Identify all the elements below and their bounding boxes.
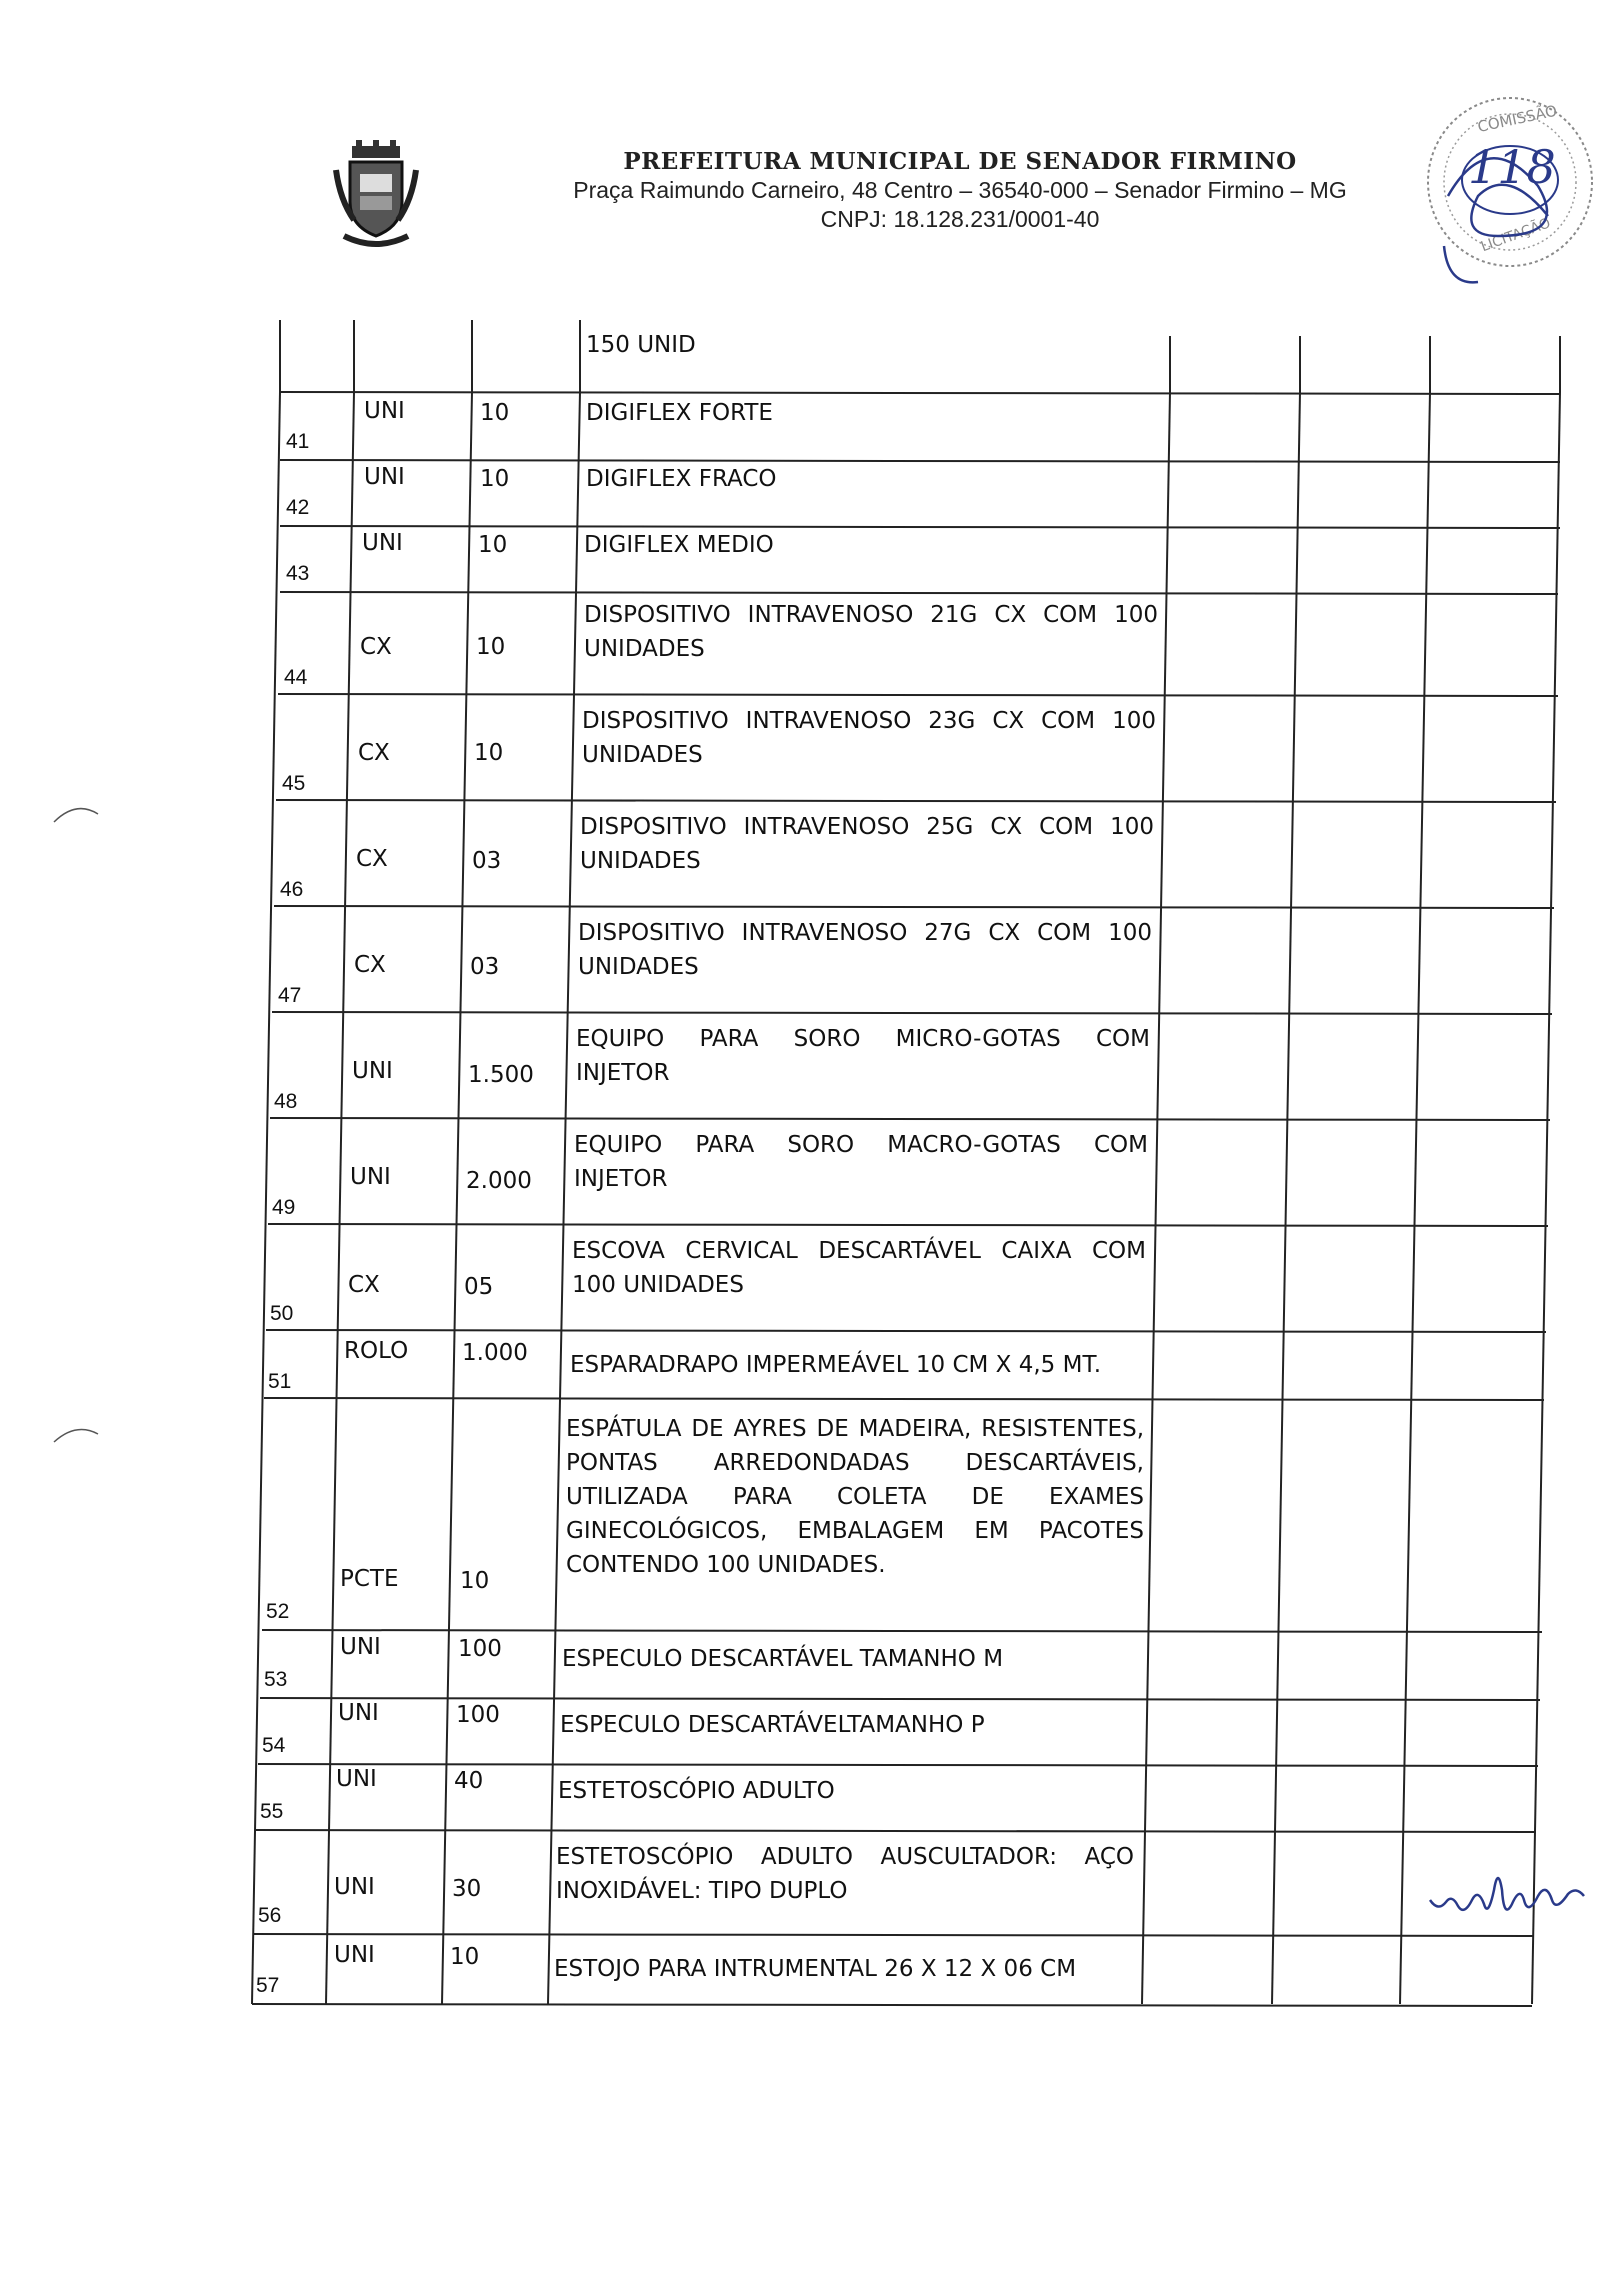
svg-text:LICITAÇÃO: LICITAÇÃO: [1478, 215, 1553, 256]
item-quantity: 40: [454, 1768, 484, 1794]
item-quantity: 10: [478, 532, 508, 558]
item-quantity: 30: [452, 1876, 482, 1902]
item-number: 51: [268, 1370, 292, 1393]
item-description: DISPOSITIVO INTRAVENOSO 21G CX COM 100 UNIDADES: [584, 602, 1158, 662]
item-description: DIGIFLEX FORTE: [586, 400, 773, 426]
item-unit: CX: [354, 952, 386, 978]
item-quantity: 03: [472, 848, 502, 874]
item-number: 52: [266, 1600, 290, 1623]
item-description: ESPECULO DESCARTÁVELTAMANHO P: [560, 1712, 985, 1738]
item-unit: PCTE: [340, 1566, 399, 1592]
item-unit: ROLO: [344, 1338, 409, 1364]
item-description: ESPARADRAPO IMPERMEÁVEL 10 CM X 4,5 MT.: [570, 1352, 1102, 1378]
item-description: ESPECULO DESCARTÁVEL TAMANHO M: [562, 1646, 1004, 1672]
item-unit: CX: [356, 846, 388, 872]
item-description: ESPÁTULA DE AYRES DE MADEIRA, RESISTENTES, PONTAS ARREDONDADAS DESCARTÁVEIS, UTILIZADA PARA COLETA DE EXAMES GINECOLÓGICOS, EMBALAGEM EM PACOTES CONTENDO 100 UNIDADES.: [566, 1416, 1144, 1578]
item-number: 50: [270, 1302, 294, 1325]
item-number: 44: [284, 666, 308, 689]
item-unit: UNI: [338, 1700, 379, 1726]
item-description: ESTOJO PARA INTRUMENTAL 26 X 12 X 06 CM: [554, 1956, 1077, 1982]
item-description: DISPOSITIVO INTRAVENOSO 23G CX COM 100 UNIDADES: [582, 708, 1156, 768]
item-quantity: 10: [480, 466, 510, 492]
item-number: 49: [272, 1196, 296, 1219]
svg-text:COMISSÃO: COMISSÃO: [1475, 101, 1559, 137]
item-description: ESTETOSCÓPIO ADULTO AUSCULTADOR: AÇO INOXIDÁVEL: TIPO DUPLO: [556, 1844, 1134, 1904]
item-description: DIGIFLEX FRACO: [586, 466, 777, 492]
item-quantity: 03: [470, 954, 500, 980]
letterhead-title: PREFEITURA MUNICIPAL DE SENADOR FIRMINO: [623, 148, 1297, 175]
item-quantity: 2.000: [466, 1168, 532, 1194]
item-unit: UNI: [336, 1766, 377, 1792]
item-unit: UNI: [362, 530, 403, 556]
item-quantity: 10: [460, 1568, 490, 1594]
item-unit: UNI: [364, 464, 405, 490]
item-number: 41: [286, 430, 310, 453]
item-quantity: 1.000: [462, 1340, 528, 1366]
item-number: 53: [264, 1668, 288, 1691]
item-description: EQUIPO PARA SORO MACRO-GOTAS COM INJETOR: [574, 1132, 1148, 1192]
item-unit: UNI: [350, 1164, 391, 1190]
item-description: DIGIFLEX MEDIO: [584, 532, 774, 558]
item-unit: UNI: [334, 1942, 375, 1968]
item-description: ESCOVA CERVICAL DESCARTÁVEL CAIXA COM 100 UNIDADES: [572, 1238, 1146, 1298]
signature-rubric: [1428, 1860, 1588, 1930]
item-number: 48: [274, 1090, 298, 1113]
item-unit: CX: [360, 634, 392, 660]
page-number-handwritten: 118: [1468, 140, 1556, 194]
item-description: DISPOSITIVO INTRAVENOSO 25G CX COM 100 UNIDADES: [580, 814, 1154, 874]
item-description: EQUIPO PARA SORO MICRO-GOTAS COM INJETOR: [576, 1026, 1150, 1086]
item-quantity: 10: [450, 1944, 480, 1970]
item-unit: CX: [358, 740, 390, 766]
letterhead-address: Praça Raimundo Carneiro, 48 Centro – 36540-000 – Senador Firmino – MG: [573, 177, 1347, 203]
item-quantity: 05: [464, 1274, 494, 1300]
item-number: 56: [258, 1904, 282, 1927]
item-description: ESTETOSCÓPIO ADULTO: [558, 1778, 835, 1804]
item-number: 57: [256, 1974, 280, 1997]
item-quantity: 100: [456, 1702, 500, 1728]
item-quantity: 10: [474, 740, 504, 766]
item-quantity: 100: [458, 1636, 502, 1662]
item-number: 42: [286, 496, 310, 519]
item-number: 46: [280, 878, 304, 901]
item-quantity: 1.500: [468, 1062, 534, 1088]
continuation-text: 150 UNID: [586, 332, 696, 358]
item-number: 55: [260, 1800, 284, 1823]
item-description: DISPOSITIVO INTRAVENOSO 27G CX COM 100 UNIDADES: [578, 920, 1152, 980]
item-number: 45: [282, 772, 306, 795]
item-number: 54: [262, 1734, 286, 1757]
item-unit: CX: [348, 1272, 380, 1298]
punch-hole-mark: [52, 1418, 102, 1448]
item-unit: UNI: [352, 1058, 393, 1084]
punch-hole-mark: [52, 796, 102, 826]
item-quantity: 10: [476, 634, 506, 660]
item-number: 43: [286, 562, 310, 585]
letterhead-cnpj: CNPJ: 18.128.231/0001-40: [820, 206, 1100, 232]
item-number: 47: [278, 984, 302, 1007]
item-unit: UNI: [340, 1634, 381, 1660]
item-unit: UNI: [364, 398, 405, 424]
item-quantity: 10: [480, 400, 510, 426]
item-unit: UNI: [334, 1874, 375, 1900]
